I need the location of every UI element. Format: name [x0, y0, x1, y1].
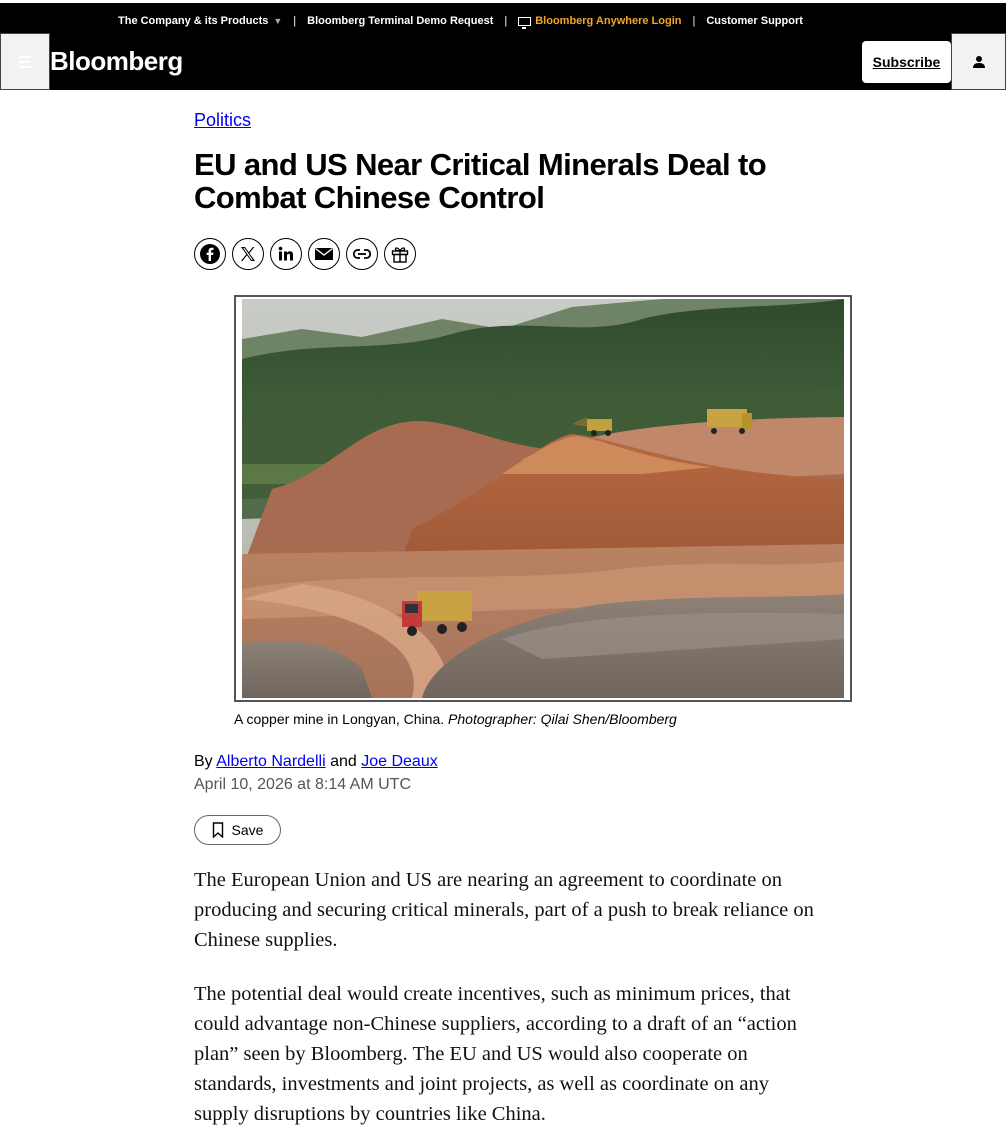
company-products-label: The Company & its Products: [118, 15, 269, 27]
email-icon: [314, 246, 334, 262]
share-x-button[interactable]: [232, 238, 264, 270]
utility-links: [118, 12, 803, 30]
divider: |: [293, 15, 297, 27]
share-facebook-button[interactable]: [194, 238, 226, 270]
user-icon: [972, 55, 986, 69]
gift-icon: [390, 244, 410, 264]
save-button[interactable]: [194, 815, 281, 845]
lead-photo-copper-mine: [242, 299, 844, 698]
hamburger-icon: [19, 56, 31, 68]
subscribe-button[interactable]: Subscribe: [862, 41, 951, 83]
bookmark-icon: [212, 822, 224, 838]
terminal-demo-link[interactable]: Bloomberg Terminal Demo Request: [307, 15, 494, 27]
account-button[interactable]: [951, 33, 1006, 90]
bloomberg-anywhere-label: Bloomberg Anywhere Login: [535, 15, 682, 27]
article-headline: EU and US Near Critical Minerals Deal to Combat Chinese Control: [194, 147, 767, 215]
copy-link-button[interactable]: [346, 238, 378, 270]
image-caption: [234, 711, 677, 727]
gift-article-button[interactable]: [384, 238, 416, 270]
company-products-link[interactable]: [118, 15, 282, 27]
lead-image-frame: [234, 295, 852, 702]
x-icon: [238, 244, 258, 264]
publish-date: April 10, 2026 at 8:14 AM UTC: [194, 776, 411, 793]
main-header: [0, 33, 1006, 90]
caption-credit: Photographer: Qilai Shen/Bloomberg: [448, 711, 677, 727]
article-paragraph: The potential deal would create incentives, such as minimum prices, that could advantage non-Chinese suppliers, according to a draft of an “action plan” seen by Bloomberg. The EU and US would also cooperate on standards, investments and joint projects, as well as coordinate on any supply disruptions by countries like China.: [194, 983, 797, 1125]
section-kicker-link[interactable]: Politics: [194, 110, 252, 130]
caption-text: A copper mine in Longyan, China.: [234, 711, 445, 727]
linkedin-icon: [277, 245, 295, 263]
facebook-icon: [199, 243, 221, 265]
bloomberg-anywhere-link[interactable]: [518, 15, 681, 27]
monitor-icon: [518, 17, 531, 26]
byline-prefix: By: [194, 753, 213, 770]
divider: |: [692, 15, 696, 27]
customer-support-link[interactable]: Customer Support: [706, 15, 803, 27]
share-bar: [194, 238, 416, 270]
article-paragraph: The European Union and US are nearing an agreement to coordinate on producing and securing critical minerals, part of a push to break reliance on Chinese supplies.: [194, 869, 814, 951]
share-linkedin-button[interactable]: [270, 238, 302, 270]
top-utility-bar: [0, 0, 1006, 36]
save-label: Save: [231, 822, 264, 838]
link-icon: [352, 248, 372, 260]
byline: [194, 753, 438, 771]
divider: |: [504, 15, 508, 27]
bloomberg-logo[interactable]: Bloomberg: [50, 46, 183, 76]
menu-button[interactable]: [0, 33, 50, 90]
caret-down-icon: ▼: [273, 16, 283, 26]
author-link-joe-deaux[interactable]: Joe Deaux: [361, 753, 438, 770]
author-link-alberto-nardelli[interactable]: Alberto Nardelli: [216, 753, 326, 770]
share-email-button[interactable]: [308, 238, 340, 270]
byline-and: and: [330, 753, 357, 770]
